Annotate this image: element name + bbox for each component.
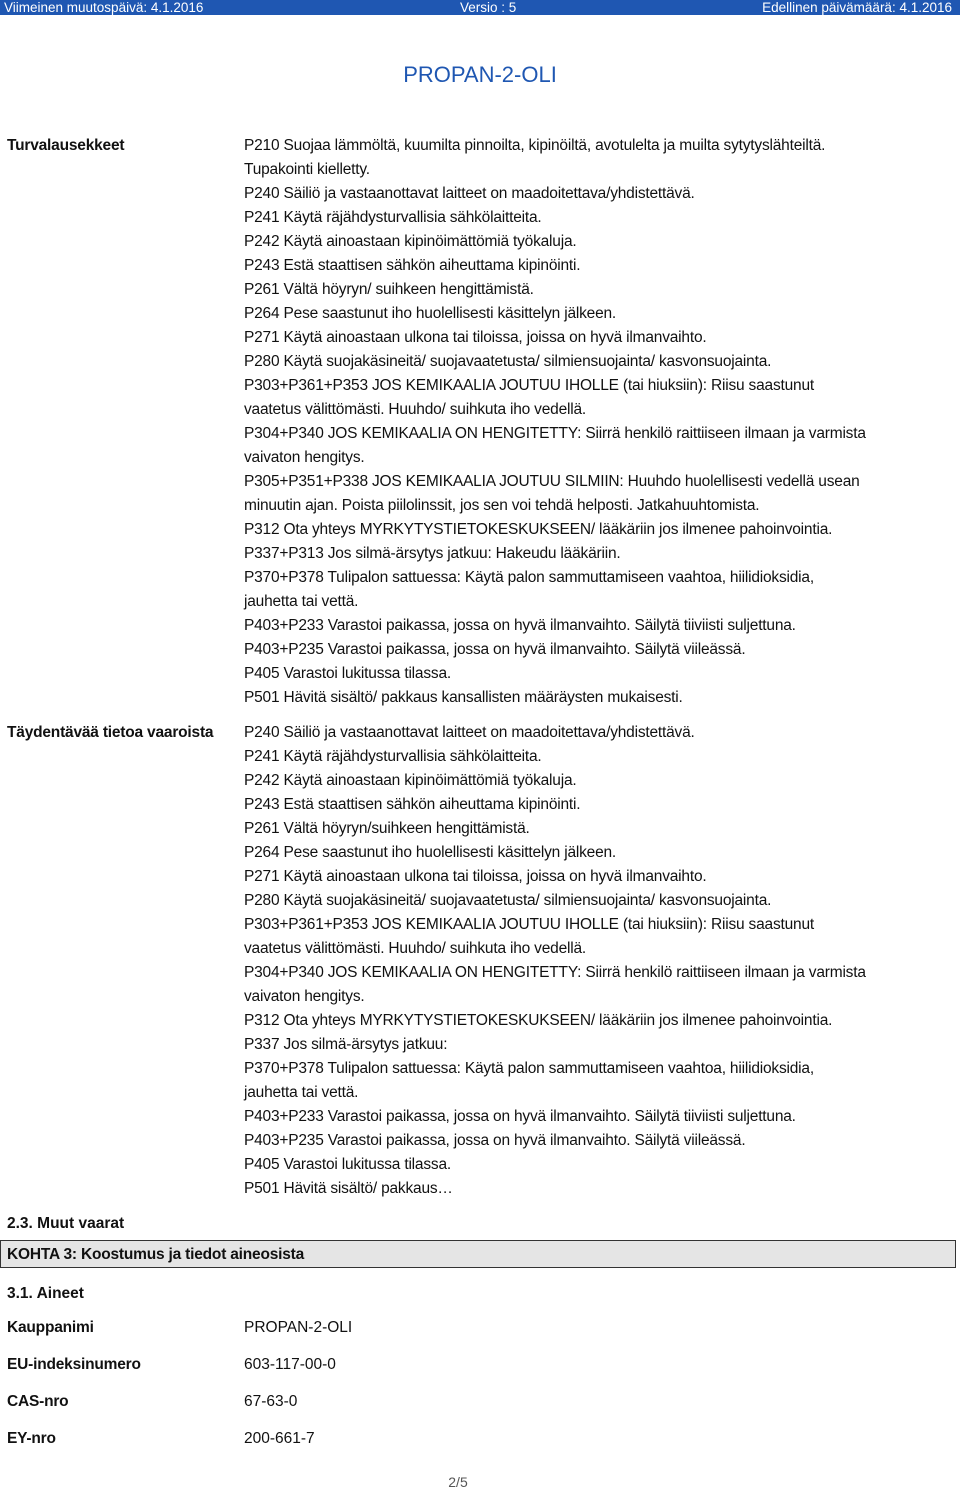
- statement-line: P241 Käytä räjähdysturvallisia sähkölaitteita.: [244, 748, 542, 765]
- statement-line: P242 Käytä ainoastaan kipinöimättömiä työkaluja.: [244, 233, 577, 250]
- statement-line: P241 Käytä räjähdysturvallisia sähkölaitteita.: [244, 209, 542, 226]
- statement-line: P271 Käytä ainoastaan ulkona tai tiloissa, joissa on hyvä ilmanvaihto.: [244, 329, 707, 346]
- ec-number-label: EY-nro: [7, 1430, 56, 1447]
- last-modified-date: Viimeinen muutospäivä: 4.1.2016: [4, 0, 204, 15]
- trade-name-value: PROPAN-2-OLI: [244, 1319, 353, 1336]
- trade-name-label: Kauppanimi: [7, 1319, 94, 1336]
- statement-line: P303+P361+P353 JOS KEMIKAALIA JOUTUU IHOLLE (tai hiuksiin): Riisu saastunut: [244, 377, 814, 394]
- statement-line: P280 Käytä suojakäsineitä/ suojavaatetusta/ silmiensuojainta/ kasvonsuojainta.: [244, 892, 772, 909]
- version-number: Versio : 5: [460, 0, 517, 15]
- section-3-heading: KOHTA 3: Koostumus ja tiedot aineosista: [0, 1240, 956, 1268]
- document-header: [0, 0, 960, 15]
- ec-number-value: 200-661-7: [244, 1430, 315, 1447]
- precautionary-label: Turvalausekkeet: [7, 137, 125, 154]
- statement-line: vaivaton hengitys.: [244, 449, 365, 466]
- other-hazards-heading: 2.3. Muut vaarat: [7, 1215, 125, 1232]
- statement-line: P264 Pese saastunut iho huolellisesti käsittelyn jälkeen.: [244, 305, 617, 322]
- precautionary-statements: [244, 134, 956, 710]
- statement-line: P370+P378 Tulipalon sattuessa: Käytä palon sammuttamiseen vaahtoa, hiilidioksidia,: [244, 1060, 814, 1077]
- statement-line: P261 Vältä höyryn/ suihkeen hengittämistä.: [244, 281, 534, 298]
- statement-line: P312 Ota yhteys MYRKYTYSTIETOKESKUKSEEN/ lääkäriin jos ilmenee pahoinvointia.: [244, 521, 833, 538]
- statement-line: P405 Varastoi lukitussa tilassa.: [244, 1156, 451, 1173]
- statement-line: P403+P235 Varastoi paikassa, jossa on hyvä ilmanvaihto. Säilytä viileässä.: [244, 641, 746, 658]
- document-title: PROPAN-2-OLI: [403, 62, 557, 87]
- statement-line: P337+P313 Jos silmä-ärsytys jatkuu: Hakeudu lääkäriin.: [244, 545, 621, 562]
- statement-line: P312 Ota yhteys MYRKYTYSTIETOKESKUKSEEN/ lääkäriin jos ilmenee pahoinvointia.: [244, 1012, 833, 1029]
- statement-line: P243 Estä staattisen sähkön aiheuttama kipinöinti.: [244, 257, 581, 274]
- statement-line: P243 Estä staattisen sähkön aiheuttama kipinöinti.: [244, 796, 581, 813]
- statement-line: P280 Käytä suojakäsineitä/ suojavaatetusta/ silmiensuojainta/ kasvonsuojainta.: [244, 353, 772, 370]
- statement-line: P403+P233 Varastoi paikassa, jossa on hyvä ilmanvaihto. Säilytä tiiviisti suljettuna.: [244, 617, 796, 634]
- statement-line: vaatetus välittömästi. Huuhdo/ suihkuta iho vedellä.: [244, 940, 586, 957]
- supplementary-label: Täydentävää tietoa vaaroista: [7, 724, 214, 741]
- supplementary-statements: [244, 721, 956, 1201]
- statement-line: P403+P235 Varastoi paikassa, jossa on hyvä ilmanvaihto. Säilytä viileässä.: [244, 1132, 746, 1149]
- statement-line: P501 Hävitä sisältö/ pakkaus kansallisten määräysten mukaisesti.: [244, 689, 683, 706]
- statement-line: P210 Suojaa lämmöltä, kuumilta pinnoilta, kipinöiltä, avotulelta ja muilta sytytyslähteiltä.: [244, 137, 826, 154]
- previous-date: Edellinen päivämäärä: 4.1.2016: [762, 0, 952, 15]
- statement-line: jauhetta tai vettä.: [244, 1084, 359, 1101]
- statement-line: minuutin ajan. Poista piilolinssit, jos sen voi tehdä helposti. Jatkahuuhtomista.: [244, 497, 760, 514]
- statement-line: jauhetta tai vettä.: [244, 593, 359, 610]
- substances-subheading: 3.1. Aineet: [7, 1285, 84, 1302]
- statement-line: P405 Varastoi lukitussa tilassa.: [244, 665, 451, 682]
- page-number: 2/5: [448, 1474, 468, 1490]
- statement-line: vaatetus välittömästi. Huuhdo/ suihkuta iho vedellä.: [244, 401, 586, 418]
- statement-line: P370+P378 Tulipalon sattuessa: Käytä palon sammuttamiseen vaahtoa, hiilidioksidia,: [244, 569, 814, 586]
- statement-line: P501 Hävitä sisältö/ pakkaus…: [244, 1180, 453, 1197]
- statement-line: P304+P340 JOS KEMIKAALIA ON HENGITETTY: Siirrä henkilö raittiiseen ilmaan ja varmista: [244, 964, 866, 981]
- statement-line: P240 Säiliö ja vastaanottavat laitteet on maadoitettava/yhdistettävä.: [244, 724, 695, 741]
- eu-index-label: EU-indeksinumero: [7, 1356, 141, 1373]
- statement-line: P304+P340 JOS KEMIKAALIA ON HENGITETTY: Siirrä henkilö raittiiseen ilmaan ja varmista: [244, 425, 866, 442]
- statement-line: P271 Käytä ainoastaan ulkona tai tiloissa, joissa on hyvä ilmanvaihto.: [244, 868, 707, 885]
- statement-line: Tupakointi kielletty.: [244, 161, 370, 178]
- eu-index-value: 603-117-00-0: [244, 1356, 336, 1373]
- cas-number-value: 67-63-0: [244, 1393, 298, 1410]
- statement-line: vaivaton hengitys.: [244, 988, 365, 1005]
- statement-line: P261 Vältä höyryn/suihkeen hengittämistä.: [244, 820, 530, 837]
- statement-line: P242 Käytä ainoastaan kipinöimättömiä työkaluja.: [244, 772, 577, 789]
- statement-line: P303+P361+P353 JOS KEMIKAALIA JOUTUU IHOLLE (tai hiuksiin): Riisu saastunut: [244, 916, 814, 933]
- statement-line: P403+P233 Varastoi paikassa, jossa on hyvä ilmanvaihto. Säilytä tiiviisti suljettuna.: [244, 1108, 796, 1125]
- cas-number-label: CAS-nro: [7, 1393, 69, 1410]
- statement-line: P337 Jos silmä-ärsytys jatkuu:: [244, 1036, 448, 1053]
- statement-line: P240 Säiliö ja vastaanottavat laitteet on maadoitettava/yhdistettävä.: [244, 185, 695, 202]
- statement-line: P305+P351+P338 JOS KEMIKAALIA JOUTUU SILMIIN: Huuhdo huolellisesti vedellä usean: [244, 473, 860, 490]
- statement-line: P264 Pese saastunut iho huolellisesti käsittelyn jälkeen.: [244, 844, 617, 861]
